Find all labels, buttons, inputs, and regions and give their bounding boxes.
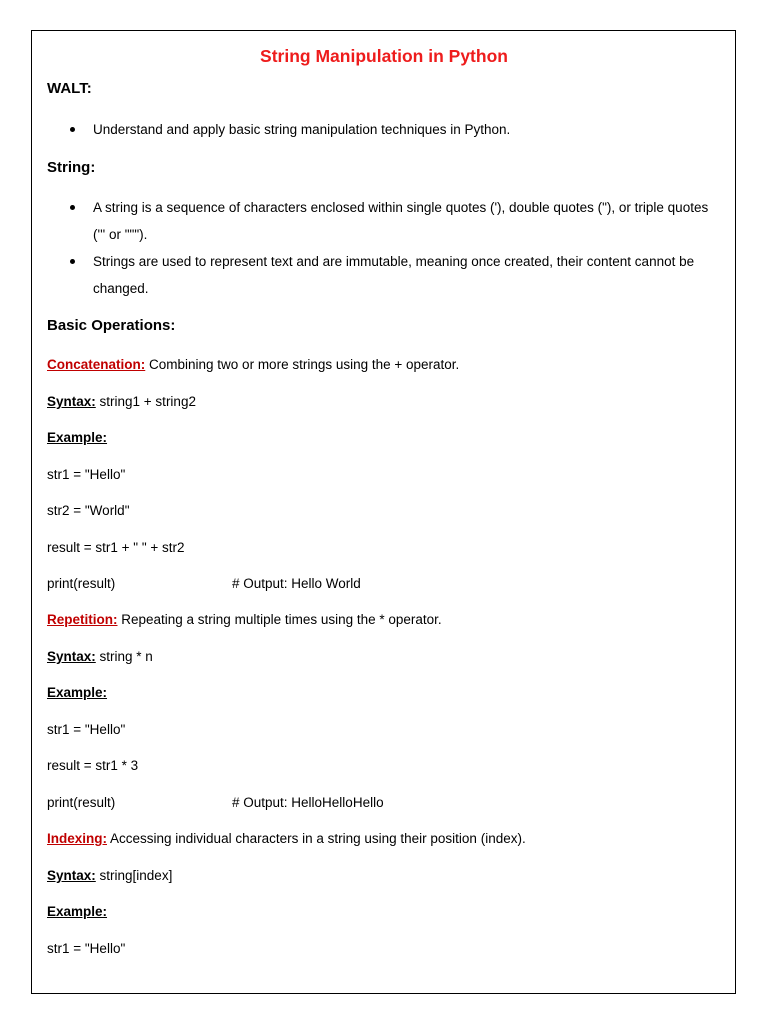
bullet-dot-icon: [70, 205, 75, 210]
repetition-example-line: [47, 684, 107, 702]
string-bullet-list: [70, 194, 720, 302]
string-heading: String:: [47, 159, 96, 176]
indexing-syntax-line: [47, 867, 172, 885]
print-code-line: [47, 794, 384, 812]
bullet-dot-icon: [70, 259, 75, 264]
repetition-line: [47, 611, 442, 629]
string-bullet-text: Strings are used to represent text and are immutable, meaning once created, their content cannot be changed.: [93, 254, 695, 296]
example-label: Example:: [47, 685, 108, 700]
walt-heading: WALT:: [47, 80, 92, 97]
walt-bullet-item: [70, 116, 720, 143]
repetition-desc: Repeating a string multiple times using the * operator.: [117, 612, 442, 627]
page-title: String Manipulation in Python: [260, 46, 508, 66]
walt-bullet-list: [70, 116, 720, 143]
code-line: str1 = "Hello": [47, 722, 126, 737]
code-line: str2 = "World": [47, 503, 130, 518]
concatenation-desc: Combining two or more strings using the + operator.: [145, 357, 460, 372]
example-label: Example:: [47, 904, 108, 919]
repetition-syntax-line: [47, 648, 153, 666]
repetition-label: Repetition:: [47, 612, 118, 627]
concatenation-example-line: [47, 429, 107, 447]
syntax-text: string * n: [95, 649, 153, 664]
string-bullet-item: [70, 194, 720, 248]
print-statement: print(result): [47, 795, 116, 810]
code-line: result = str1 * 3: [47, 758, 139, 773]
code-line: str1 = "Hello": [47, 941, 126, 956]
concatenation-syntax-line: [47, 393, 196, 411]
string-bullet-item: [70, 248, 720, 302]
code-line: result = str1 + " " + str2: [47, 540, 185, 555]
print-statement: print(result): [47, 576, 116, 591]
string-bullet-text: A string is a sequence of characters enclosed within single quotes ('), double quotes ("), or triple quotes (''' or """).: [93, 200, 709, 242]
walt-bullet-text: Understand and apply basic string manipulation techniques in Python.: [93, 122, 511, 137]
concatenation-line: [47, 356, 459, 374]
syntax-text: string1 + string2: [95, 394, 196, 409]
indexing-line: [47, 830, 526, 848]
code-line: str1 = "Hello": [47, 467, 126, 482]
indexing-label: Indexing:: [47, 831, 107, 846]
concatenation-label: Concatenation:: [47, 357, 146, 372]
syntax-text: string[index]: [95, 868, 173, 883]
indexing-example-line: [47, 903, 107, 921]
syntax-label: Syntax:: [47, 394, 96, 409]
bullet-dot-icon: [70, 127, 75, 132]
page-border: [31, 30, 736, 994]
output-comment: # Output: HelloHelloHello: [232, 795, 384, 810]
example-label: Example:: [47, 430, 108, 445]
syntax-label: Syntax:: [47, 868, 96, 883]
indexing-desc: Accessing individual characters in a string using their position (index).: [107, 831, 526, 846]
syntax-label: Syntax:: [47, 649, 96, 664]
print-code-line: [47, 575, 361, 593]
basic-operations-heading: Basic Operations:: [47, 317, 176, 334]
output-comment: # Output: Hello World: [232, 576, 361, 591]
